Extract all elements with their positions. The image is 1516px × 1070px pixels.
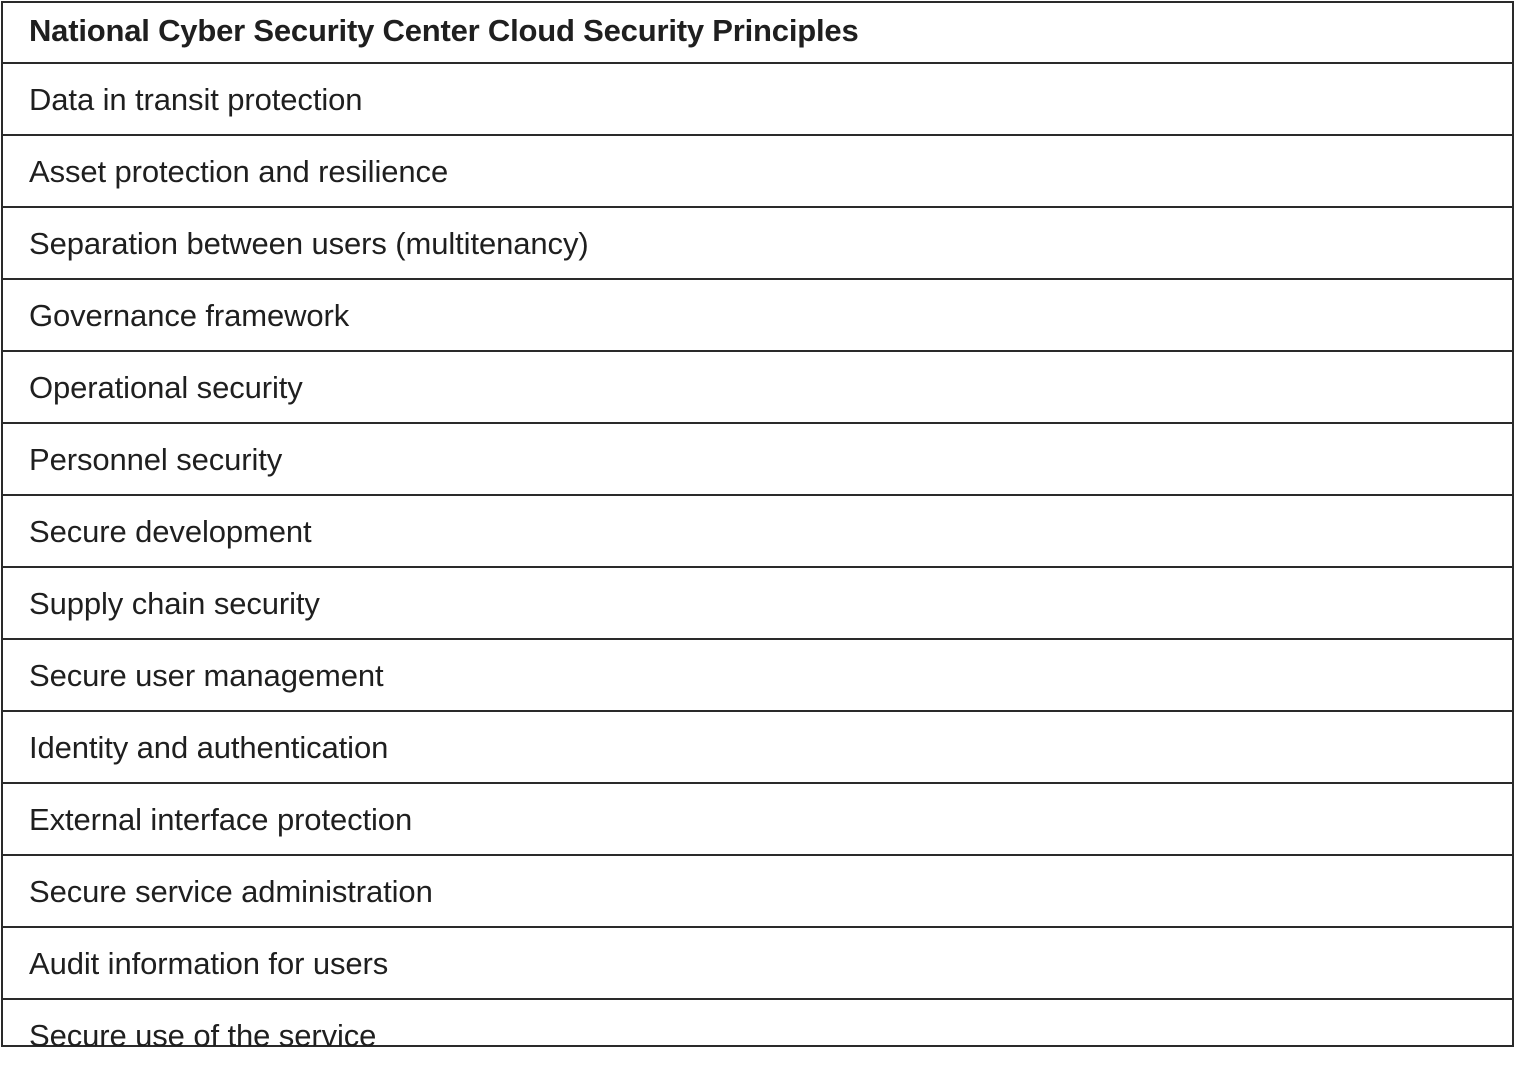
table-row xyxy=(3,711,1512,783)
table-row xyxy=(3,207,1512,279)
table-cell: Governance framework xyxy=(3,279,1512,351)
table-cell: Data in transit protection xyxy=(3,63,1512,135)
table-header-row xyxy=(3,3,1512,63)
table-cell: Supply chain security xyxy=(3,567,1512,639)
table-row xyxy=(3,567,1512,639)
table-row xyxy=(3,279,1512,351)
table-header: National Cyber Security Center Cloud Security Principles xyxy=(3,3,1512,63)
table-row xyxy=(3,423,1512,495)
table-cell: Asset protection and resilience xyxy=(3,135,1512,207)
table-cell: Separation between users (multitenancy) xyxy=(3,207,1512,279)
table-cell: Operational security xyxy=(3,351,1512,423)
principles-table xyxy=(3,3,1512,1070)
table-row xyxy=(3,999,1512,1070)
table-row xyxy=(3,927,1512,999)
table-cell: Audit information for users xyxy=(3,927,1512,999)
table-row xyxy=(3,855,1512,927)
table-cell: Personnel security xyxy=(3,423,1512,495)
table-cell: Secure use of the service xyxy=(29,1018,377,1053)
table-cell: Secure development xyxy=(3,495,1512,567)
table-row xyxy=(3,495,1512,567)
table-row xyxy=(3,783,1512,855)
table-cell: Identity and authentication xyxy=(3,711,1512,783)
table-cell: External interface protection xyxy=(3,783,1512,855)
table-row xyxy=(3,135,1512,207)
table-row xyxy=(3,639,1512,711)
table-cell: Secure service administration xyxy=(3,855,1512,927)
table-cell: Secure user management xyxy=(3,639,1512,711)
table-row xyxy=(3,63,1512,135)
table-row xyxy=(3,351,1512,423)
principles-table-container xyxy=(1,1,1514,1053)
